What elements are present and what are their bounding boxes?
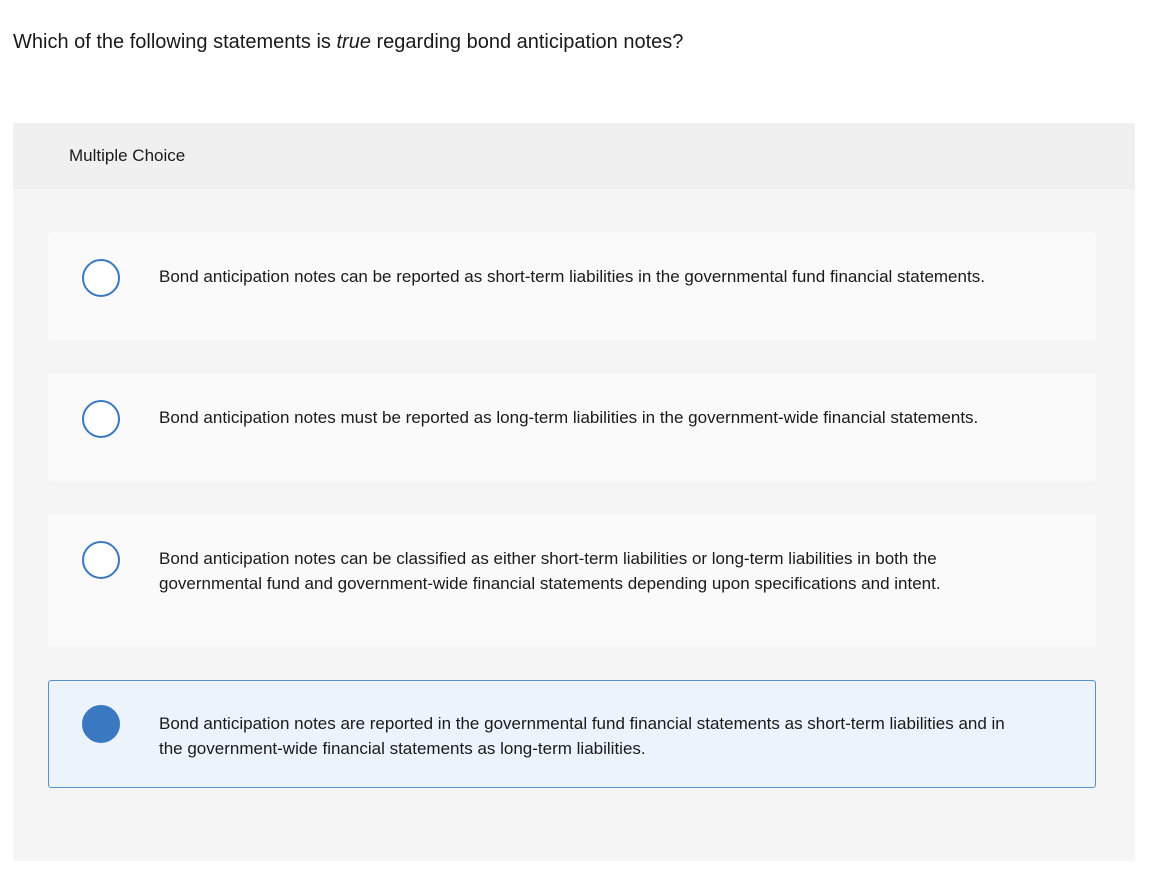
answer-option-1[interactable] [48, 232, 1096, 340]
answer-option-text: Bond anticipation notes can be classified as either short-term liabilities or long-term liabilities in both the governmental fund and government-wide financial statements depending upon specifications and intent. [159, 549, 941, 593]
answer-option-text: Bond anticipation notes can be reported as short-term liabilities in the governmental fund financial statements. [159, 267, 985, 286]
answer-option-text: Bond anticipation notes are reported in the governmental fund financial statements as short-term liabilities and in the government-wide financial statements as long-term liabilities. [159, 714, 1005, 758]
answer-option-3[interactable] [48, 514, 1096, 647]
question-prefix: Which of the following statements is [13, 31, 337, 53]
multiple-choice-panel [13, 123, 1135, 861]
question-suffix: regarding bond anticipation notes? [370, 31, 684, 53]
question-emphasis: true [336, 31, 371, 53]
radio-button-icon[interactable] [82, 705, 120, 743]
answer-option-4[interactable] [48, 680, 1096, 788]
radio-button-icon[interactable] [82, 259, 120, 297]
radio-button-icon[interactable] [82, 541, 120, 579]
radio-button-icon[interactable] [82, 400, 120, 438]
question-text [13, 30, 683, 54]
answer-option-2[interactable] [48, 373, 1096, 481]
multiple-choice-header: Multiple Choice [13, 123, 1135, 189]
answer-option-text: Bond anticipation notes must be reported as long-term liabilities in the government-wide financial statements. [159, 408, 979, 427]
